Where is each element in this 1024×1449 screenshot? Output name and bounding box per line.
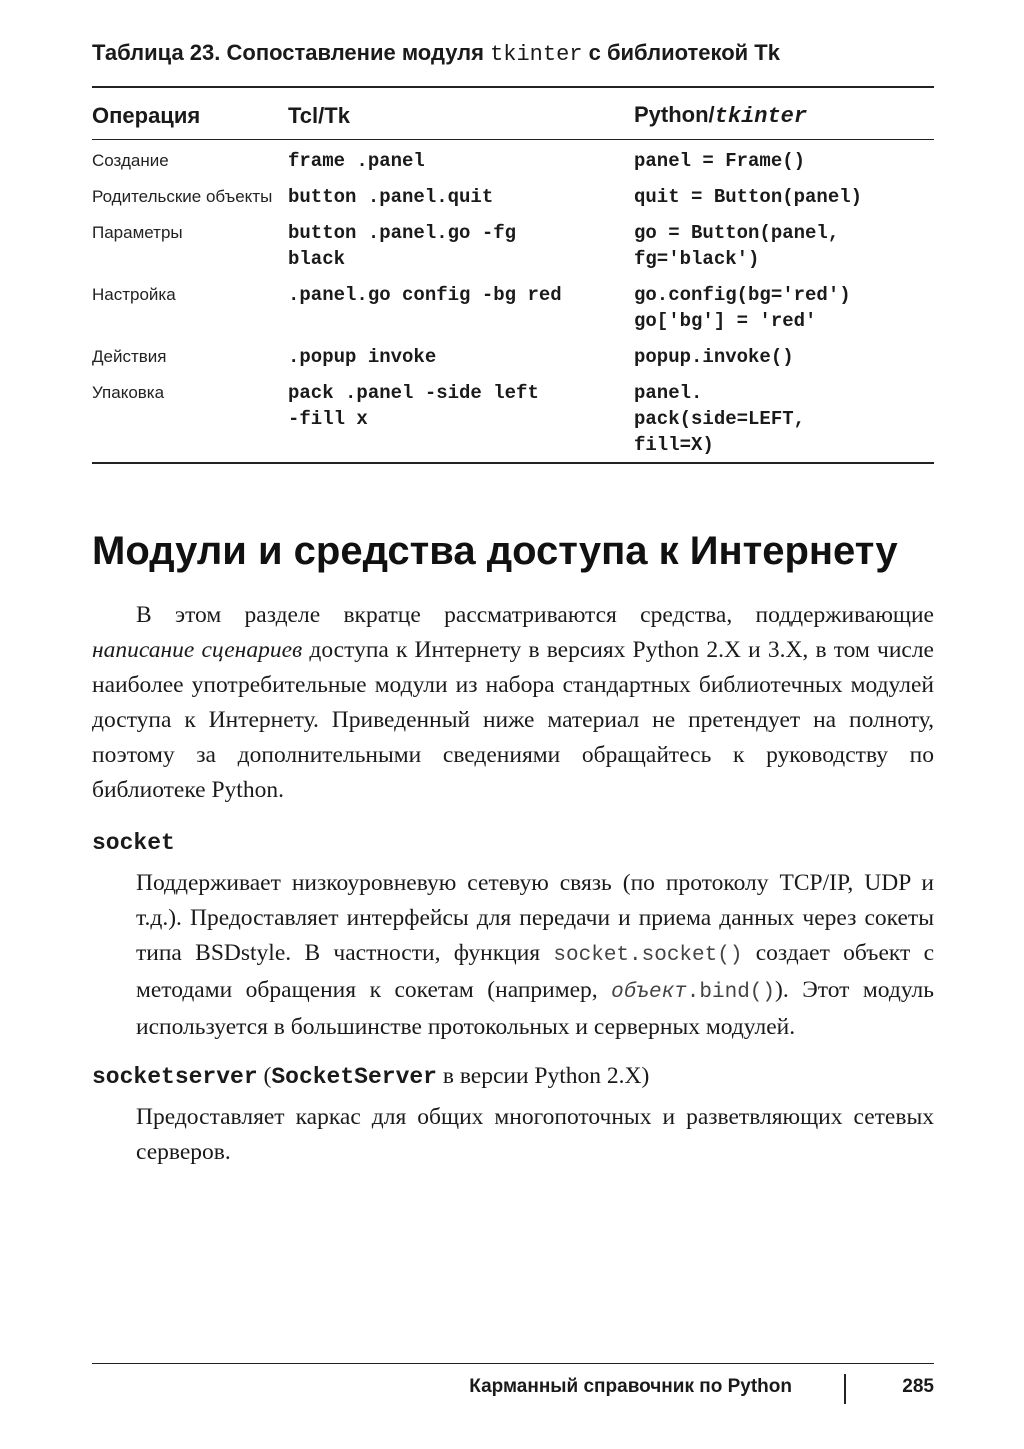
row-tcl-code: button .panel.quit xyxy=(288,186,494,208)
socket-desc-part-1: Поддерживает низкоуровневую сетевую связь (по протоколу TCP/IP, UDP и т.д.). Предоставляет интерфейсы для передачи и приема данных через сокеты типа BSDstyle. В частности, функция xyxy=(136,870,934,966)
header-python-prefix: Python/ xyxy=(634,102,715,127)
entry-socketserver-description: Предоставляет каркас для общих многопоточных и разветвляющих сетевых серверов. xyxy=(136,1104,934,1165)
row-operation: Параметры xyxy=(92,223,183,242)
entry-socket-description xyxy=(136,866,934,1045)
table-row xyxy=(92,376,934,463)
row-tcl-code: .popup invoke xyxy=(288,346,437,368)
entry-socket-term: socket xyxy=(92,830,175,856)
footer-row xyxy=(92,1364,934,1412)
page-content xyxy=(92,30,934,1170)
table-row xyxy=(92,140,934,181)
header-python-code: tkinter xyxy=(714,104,808,129)
row-python-code: panel. pack(side=LEFT, fill=X) xyxy=(634,376,934,463)
table-caption xyxy=(92,38,934,70)
row-tcl-code: button .panel.go -fg black xyxy=(288,222,517,270)
intro-emphasis: написание сценариев xyxy=(92,637,303,663)
header-operation: Операция xyxy=(92,88,288,140)
row-python-code: go.config(bg='red') go['bg'] = 'red' xyxy=(634,284,851,332)
row-python-code: go = Button(panel, fg='black') xyxy=(634,222,840,270)
table-row xyxy=(92,340,934,376)
intro-text-after: доступа к Интернету в версиях Python 2.X и 3.X, в том числе наиболее употребительные модули из набора стандартных библиотечных модулей доступа к Интернету. Приведенный ниже материал не претендует на полноту, поэтому за дополнительными сведениями обращайтесь к руководству по библиотеке Python. xyxy=(92,637,934,803)
section-title: Модули и средства доступа к Интернету xyxy=(92,529,898,573)
table-row xyxy=(92,180,934,216)
page-footer xyxy=(92,1363,934,1412)
row-operation: Настройка xyxy=(92,285,176,304)
table-caption-suffix: с библиотекой Tk xyxy=(582,40,780,65)
footer-separator xyxy=(844,1374,846,1404)
entry-socketserver-term xyxy=(92,1059,934,1094)
table-caption-prefix: Таблица 23. Сопоставление модуля xyxy=(92,40,491,65)
page-number: 285 xyxy=(902,1376,934,1397)
socketserver-alt-rest: в версии Python 2.X) xyxy=(436,1063,650,1089)
header-tcl: Tcl/Tk xyxy=(288,88,634,140)
socketserver-alt-name: SocketServer xyxy=(271,1064,437,1090)
footer-book-title: Карманный справочник по Python xyxy=(469,1376,792,1397)
tkinter-comparison-table xyxy=(92,88,934,464)
table-header-row xyxy=(92,88,934,140)
row-operation: Упаковка xyxy=(92,376,288,463)
intro-text-before: В этом разделе вкратце рассматриваются средства, поддерживающие xyxy=(136,602,934,628)
row-tcl-code: frame .panel xyxy=(288,150,425,172)
row-operation: Родительские объекты xyxy=(92,187,273,206)
row-python-code: popup.invoke() xyxy=(634,346,794,368)
socket-code-2-italic: объект xyxy=(611,981,687,1004)
row-tcl-code: pack .panel -side left -fill x xyxy=(288,376,634,463)
table-row xyxy=(92,278,934,340)
socket-code-2: .bind() xyxy=(686,981,776,1004)
header-python xyxy=(634,88,934,140)
socketserver-name: socketserver xyxy=(92,1064,258,1090)
row-tcl-code: .panel.go config -bg red xyxy=(288,284,562,306)
socket-desc-part-3: ). Этот модуль используется в большинстве протокольных и серверных модулей. xyxy=(136,977,934,1040)
section-intro xyxy=(92,598,934,808)
row-operation: Действия xyxy=(92,347,167,366)
socket-desc-part-2: создает объект с методами обращения к сокетам (например, xyxy=(136,940,935,1003)
table-caption-code: tkinter xyxy=(490,42,583,67)
row-python-code: quit = Button(panel) xyxy=(634,186,863,208)
row-python-code: panel = Frame() xyxy=(634,150,806,172)
socketserver-alt-open: ( xyxy=(257,1063,272,1089)
table-row xyxy=(92,216,934,278)
row-operation: Создание xyxy=(92,151,169,170)
socket-code-1: socket.socket() xyxy=(553,944,743,967)
